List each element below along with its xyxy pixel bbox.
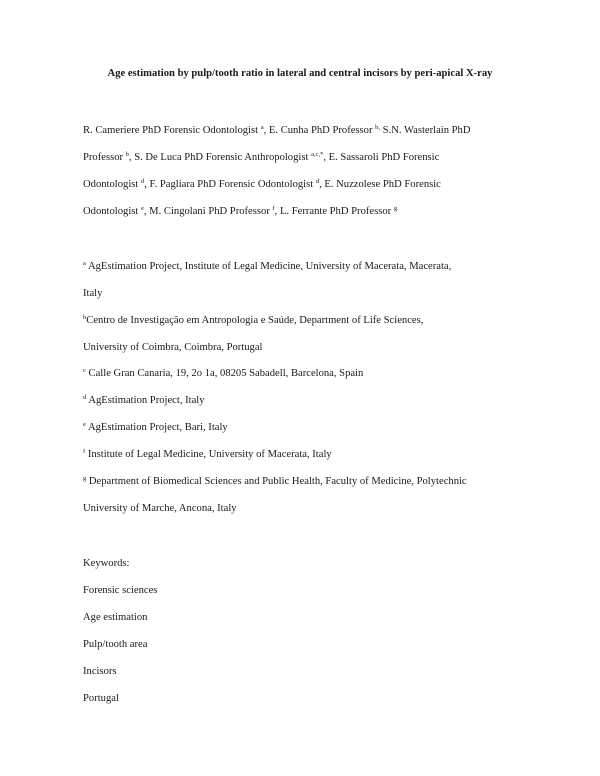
author-text: , M. Cingolani PhD Professor — [143, 206, 273, 217]
affiliation-a-cont — [83, 287, 102, 301]
affiliation-b-cont — [83, 341, 262, 355]
affiliation-marker: f — [272, 205, 275, 212]
author-text: Odontologist — [83, 179, 141, 190]
affiliation-marker: d — [315, 178, 320, 185]
author-text: R. Cameriere PhD Forensic Odontologist — [83, 125, 261, 136]
affiliation-marker: e — [83, 421, 86, 428]
author-line-4 — [83, 205, 397, 219]
author-text: , E. Sassaroli PhD Forensic — [323, 152, 440, 163]
affiliation-text: University of Coimbra, Coimbra, Portugal — [83, 342, 263, 353]
affiliation-text: AgEstimation Project, Bari, Italy — [85, 422, 228, 433]
author-line-1 — [83, 124, 471, 138]
keywords-heading: Keywords: — [83, 558, 130, 569]
affiliation-marker: b, — [375, 124, 381, 131]
affiliation-marker: e — [140, 205, 144, 212]
affiliation-text: Italy — [83, 288, 103, 299]
affiliation-e — [83, 421, 228, 435]
affiliation-marker: f — [83, 448, 86, 455]
affiliation-marker: c — [83, 367, 86, 374]
author-text: Professor — [83, 152, 126, 163]
affiliation-b — [83, 314, 423, 328]
affiliation-marker: b — [125, 151, 129, 158]
keyword-item: Incisors — [83, 666, 117, 677]
paper-title: Age estimation by pulp/tooth ratio in lateral and central incisors by peri-apical X-ray — [107, 68, 493, 79]
affiliation-marker: d — [140, 178, 145, 185]
keyword-item: Pulp/tooth area — [83, 639, 148, 650]
affiliation-text: Calle Gran Canaria, 19, 2o 1a, 08205 Sabadell, Barcelona, Spain — [85, 368, 364, 379]
affiliation-a — [83, 260, 451, 274]
author-text: S.N. Wasterlain PhD — [380, 125, 471, 136]
affiliation-text: Centro de Investigação em Antropologia e Saúde, Department of Life Sciences, — [86, 315, 424, 326]
affiliation-marker: a,c,* — [311, 151, 324, 158]
keyword-item: Age estimation — [83, 612, 148, 623]
affiliation-marker: a — [83, 260, 86, 267]
affiliation-text: University of Marche, Ancona, Italy — [83, 503, 237, 514]
affiliation-d — [83, 394, 205, 408]
author-line-3 — [83, 178, 441, 192]
author-text: , F. Pagliara PhD Forensic Odontologist — [144, 179, 316, 190]
affiliation-marker: d — [83, 394, 87, 401]
affiliation-g — [83, 475, 467, 489]
author-text: , E. Nuzzolese PhD Forensic — [319, 179, 441, 190]
affiliation-text: Institute of Legal Medicine, University of Macerata, Italy — [85, 449, 332, 460]
affiliation-text: AgEstimation Project, Institute of Legal Medicine, University of Macerata, Macerata, — [85, 261, 452, 272]
affiliation-marker: g — [83, 475, 87, 482]
affiliation-text: Department of Biomedical Sciences and Public Health, Faculty of Medicine, Polytechnic — [86, 476, 467, 487]
author-text: Odontologist — [83, 206, 141, 217]
affiliation-marker: b — [83, 314, 87, 321]
affiliation-marker: g — [393, 205, 398, 212]
keyword-item: Portugal — [83, 693, 119, 704]
author-line-2 — [83, 151, 439, 165]
affiliation-c — [83, 367, 363, 381]
author-text: , S. De Luca PhD Forensic Anthropologist — [128, 152, 312, 163]
author-text: , L. Ferrante PhD Professor — [274, 206, 394, 217]
keyword-item: Forensic sciences — [83, 585, 158, 596]
affiliation-f — [83, 448, 332, 462]
author-text: , E. Cunha PhD Professor — [263, 125, 376, 136]
affiliation-g-cont — [83, 502, 237, 516]
affiliation-marker: a — [260, 124, 264, 131]
affiliation-text: AgEstimation Project, Italy — [86, 395, 205, 406]
